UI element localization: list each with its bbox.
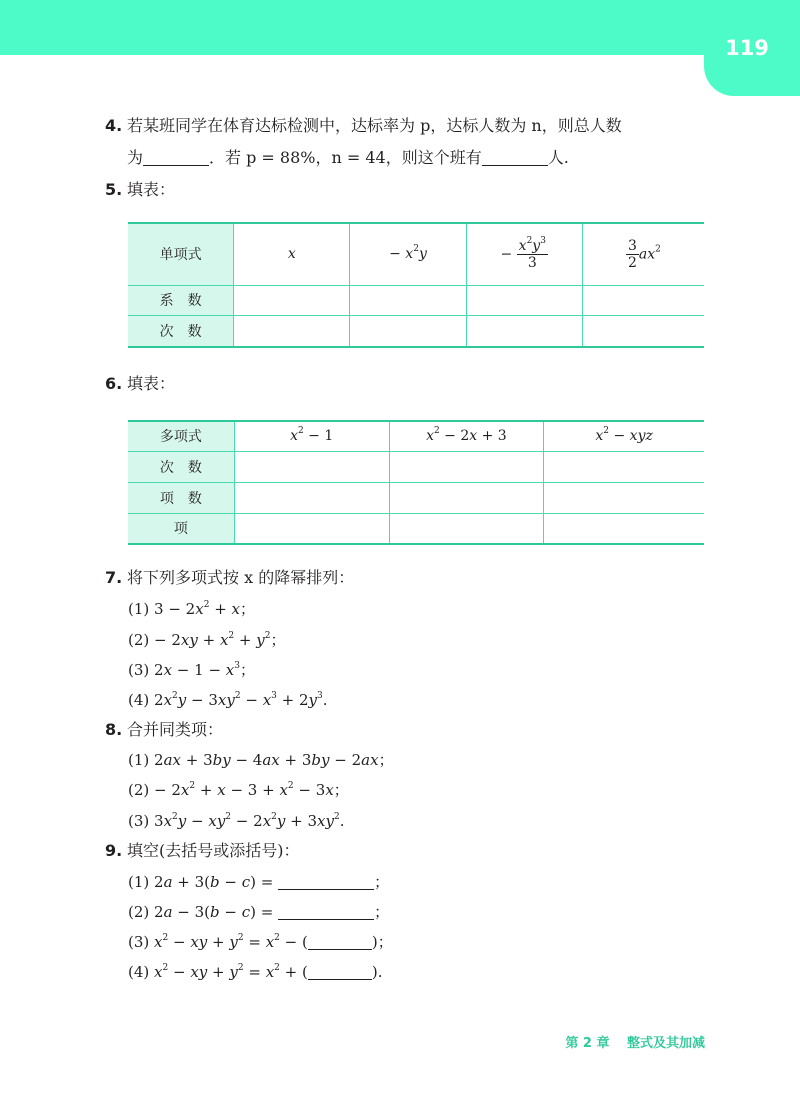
answer-cell[interactable] bbox=[466, 315, 582, 347]
q8-item-1: (1) 2ax + 3by − 4ax + 3by − 2ax； bbox=[128, 751, 394, 769]
term-count-label: 项 数 bbox=[128, 482, 234, 513]
q4-line2 bbox=[127, 148, 569, 168]
monomial-2: − $x^2y$ bbox=[350, 223, 466, 285]
q9-blank-4[interactable] bbox=[308, 965, 372, 980]
polynomial-table bbox=[128, 420, 704, 545]
answer-cell[interactable] bbox=[544, 451, 704, 482]
q9-item-2: (2) 2a − 3(b − c) = ； bbox=[128, 903, 390, 921]
degree-row bbox=[128, 315, 704, 347]
polynomial-2: $x^2 - 2x + 3$ bbox=[389, 421, 544, 451]
q4-line1 bbox=[105, 116, 622, 136]
q5-text: 填表： bbox=[127, 180, 176, 199]
top-banner bbox=[0, 0, 800, 55]
degree-label: 次 数 bbox=[128, 315, 234, 347]
q9-blank-1[interactable] bbox=[278, 875, 374, 890]
q7-item-1: (1) $3 - 2x^2 + x$； bbox=[128, 600, 256, 618]
q6-heading bbox=[105, 374, 175, 394]
q9-item-1: (1) 2a + 3(b − c) = ； bbox=[128, 873, 390, 891]
answer-cell[interactable] bbox=[544, 513, 704, 544]
q7-heading bbox=[105, 568, 354, 588]
q9-blank-2[interactable] bbox=[278, 905, 374, 920]
q7-number: 7. bbox=[105, 568, 123, 587]
answer-cell[interactable] bbox=[389, 451, 544, 482]
q7-item-4: (4) $2x^2y - 3xy^2 - x^3 + 2y^3$. bbox=[128, 691, 328, 709]
polynomial-label: 多项式 bbox=[128, 421, 234, 451]
q5-heading bbox=[105, 180, 175, 200]
answer-cell[interactable] bbox=[234, 513, 389, 544]
monomial-1: x bbox=[234, 223, 350, 285]
q6-number: 6. bbox=[105, 374, 123, 393]
monomial-4: $\frac{3}{2}$ $ax^2$ bbox=[582, 223, 704, 285]
q9-item-3: (3) $x^2$ − xy + $y^2 = x^2$ − ( )； bbox=[128, 933, 393, 951]
coefficient-label: 系 数 bbox=[128, 285, 234, 315]
chapter-footer: 第 2 章 整式及其加减 bbox=[565, 1036, 705, 1051]
answer-cell[interactable] bbox=[234, 451, 389, 482]
page-number: 119 bbox=[725, 36, 769, 60]
q5-number: 5. bbox=[105, 180, 123, 199]
q8-text: 合并同类项： bbox=[127, 720, 224, 739]
q8-item-2: $(2) - 2x^2 + x - 3 + x^2 - 3x$； bbox=[128, 781, 349, 799]
q6-text: 填表： bbox=[127, 374, 176, 393]
q7-item-3: (3) $2x - 1 - x^3$； bbox=[128, 661, 256, 679]
q8-heading bbox=[105, 720, 223, 740]
term-count-row bbox=[128, 482, 704, 513]
q9-blank-3[interactable] bbox=[308, 935, 372, 950]
poly-degree-row bbox=[128, 451, 704, 482]
answer-cell[interactable] bbox=[350, 285, 466, 315]
q9-text: 填空(去括号或添括号)： bbox=[127, 841, 300, 860]
answer-cell[interactable] bbox=[544, 482, 704, 513]
q9-number: 9. bbox=[105, 841, 123, 860]
q4-blank-2[interactable] bbox=[482, 151, 548, 166]
coefficient-row bbox=[128, 285, 704, 315]
monomial-row bbox=[128, 223, 704, 285]
poly-degree-label: 次 数 bbox=[128, 451, 234, 482]
polynomial-1: $x^2 - 1$ bbox=[234, 421, 389, 451]
polynomial-row bbox=[128, 421, 704, 451]
q9-item-4: (4) $x^2$ − xy + $y^2 = x^2$ + ( ). bbox=[128, 963, 383, 981]
q4-blank-1[interactable] bbox=[143, 151, 209, 166]
q4-text-a: 为 bbox=[127, 148, 144, 167]
q7-text: 将下列多项式按 x 的降幂排列： bbox=[127, 568, 355, 587]
answer-cell[interactable] bbox=[389, 513, 544, 544]
answer-cell[interactable] bbox=[582, 285, 704, 315]
terms-label: 项 bbox=[128, 513, 234, 544]
polynomial-3: $x^2$ − xyz bbox=[544, 421, 704, 451]
answer-cell[interactable] bbox=[582, 315, 704, 347]
monomial-table bbox=[128, 222, 704, 348]
q4-text-c: 人. bbox=[547, 148, 569, 167]
q7-item-2: $(2) - 2xy + x^2 + y^2$； bbox=[128, 631, 286, 649]
terms-row bbox=[128, 513, 704, 544]
q8-number: 8. bbox=[105, 720, 123, 739]
q4-text-line1: 若某班同学在体育达标检测中，达标率为 p，达标人数为 n，则总人数 bbox=[127, 116, 622, 135]
q4-number: 4. bbox=[105, 116, 123, 135]
answer-cell[interactable] bbox=[234, 285, 350, 315]
answer-cell[interactable] bbox=[234, 315, 350, 347]
answer-cell[interactable] bbox=[389, 482, 544, 513]
answer-cell[interactable] bbox=[234, 482, 389, 513]
q4-text-b: ．若 p = 88%，n = 44，则这个班有 bbox=[209, 148, 482, 167]
q9-heading bbox=[105, 841, 300, 861]
monomial-label: 单项式 bbox=[128, 223, 234, 285]
q8-item-3: (3) $3x^2y - xy^2 - 2x^2y + 3xy^2$. bbox=[128, 812, 345, 830]
answer-cell[interactable] bbox=[350, 315, 466, 347]
answer-cell[interactable] bbox=[466, 285, 582, 315]
monomial-3: − $\frac{x^2y^3}{3}$ bbox=[466, 223, 582, 285]
